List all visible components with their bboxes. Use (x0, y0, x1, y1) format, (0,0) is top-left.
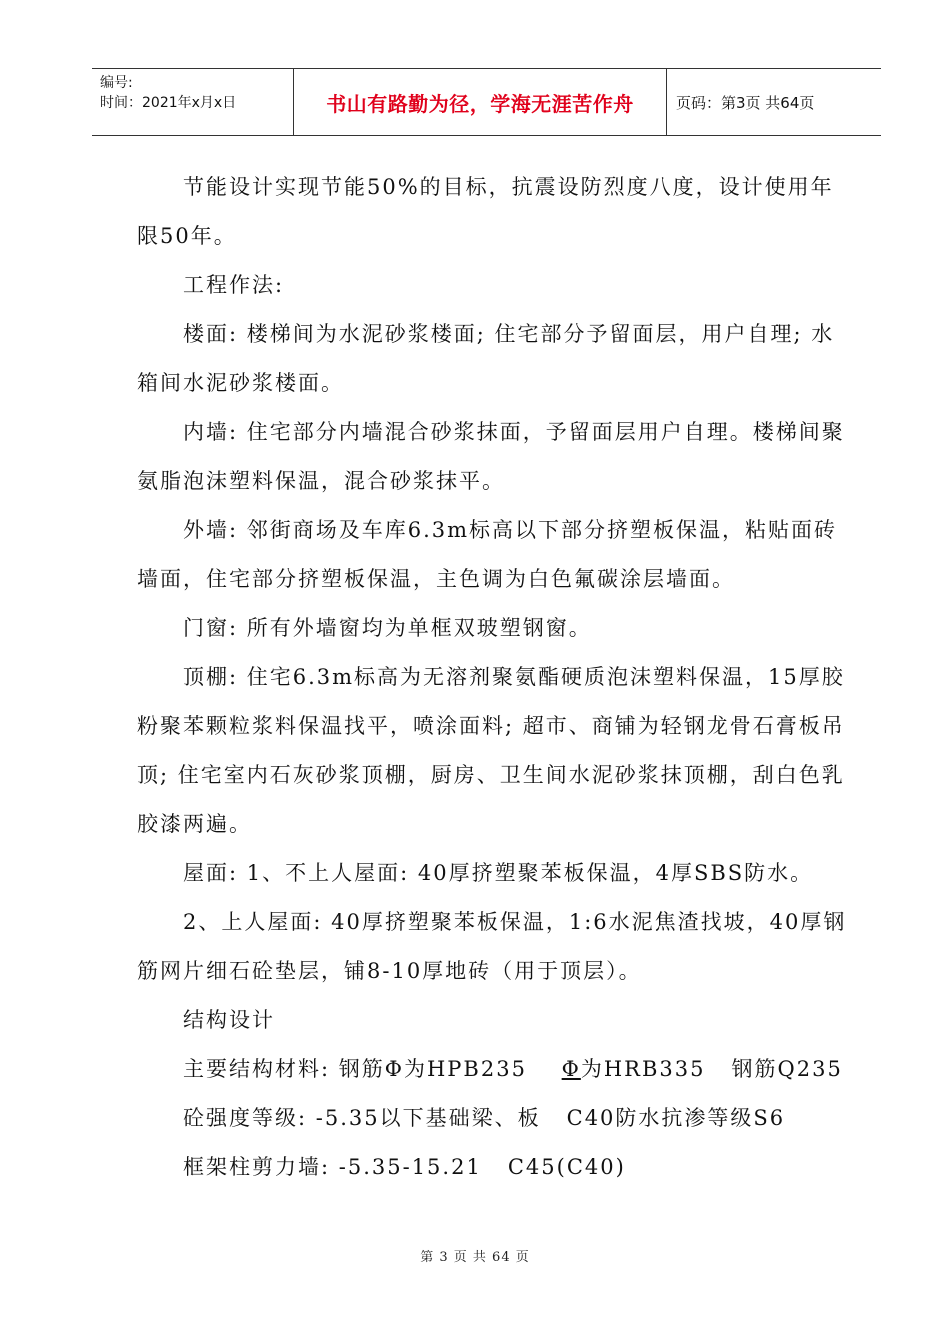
paragraph: 2、上人屋面: 40厚挤塑聚苯板保温，1:6水泥焦渣找坡，40厚钢筋网片细石砼垫层，铺8-10厚地砖（用于顶层）。 (137, 910, 847, 983)
phi-symbol: Φ (384, 1057, 404, 1081)
page-header (92, 68, 881, 136)
paragraph: 门窗: 所有外墙窗均为单框双玻塑钢窗。 (183, 616, 592, 640)
phi-symbol-underlined: Φ (561, 1057, 581, 1081)
text-span: 为HRB335 钢筋Q235 (580, 1057, 843, 1081)
paragraph (137, 1045, 847, 1094)
section-heading: 工程作法: (183, 273, 285, 297)
text-span: 主要结构材料: 钢筋 (183, 1057, 385, 1081)
paragraph: 外墙: 邻街商场及车库6.3m标高以下部分挤塑板保温，粘贴面砖墙面，住宅部分挤塑板保温，主色调为白色氟碳涂层墙面。 (137, 518, 838, 591)
header-motto: 书山有路勤为径，学海无涯苦作舟 (326, 91, 634, 116)
document-body (137, 163, 847, 1192)
paragraph: 节能设计实现节能50%的目标，抗震设防烈度八度，设计使用年限50年。 (137, 175, 834, 248)
paragraph: 顶棚: 住宅6.3m标高为无溶剂聚氨酯硬质泡沫塑料保温，15厚胶粉聚苯颗粒浆料保温找平，喷涂面料; 超市、商铺为轻钢龙骨石膏板吊顶; 住宅室内石灰砂浆顶棚，厨房、卫生间水泥砂浆抹顶棚，刮白色乳胶漆两遍。 (137, 665, 845, 836)
text-span: 为HPB235 (403, 1057, 562, 1081)
header-page-info: 页码：第3页 共64页 (676, 93, 815, 112)
header-meta (100, 73, 236, 113)
paragraph: 框架柱剪力墙: -5.35-15.21 C45(C40) (183, 1155, 626, 1179)
header-divider (666, 69, 667, 135)
document-number-label: 编号: (100, 75, 133, 91)
paragraph: 屋面: 1、不上人屋面: 40厚挤塑聚苯板保温，4厚SBS防水。 (183, 861, 814, 885)
paragraph: 楼面: 楼梯间为水泥砂浆楼面; 住宅部分予留面层，用户自理; 水箱间水泥砂浆楼面。 (137, 322, 835, 395)
page-footer: 第 3 页 共 64 页 (420, 1250, 530, 1265)
section-heading: 结构设计 (183, 1008, 275, 1032)
paragraph: 内墙: 住宅部分内墙混合砂浆抹面，予留面层用户自理。楼梯间聚氨脂泡沫塑料保温，混合砂浆抹平。 (137, 420, 845, 493)
document-time-label: 时间：2021年x月x日 (100, 95, 237, 111)
paragraph: 砼强度等级: -5.35以下基础梁、板 C40防水抗渗等级S6 (183, 1106, 786, 1130)
